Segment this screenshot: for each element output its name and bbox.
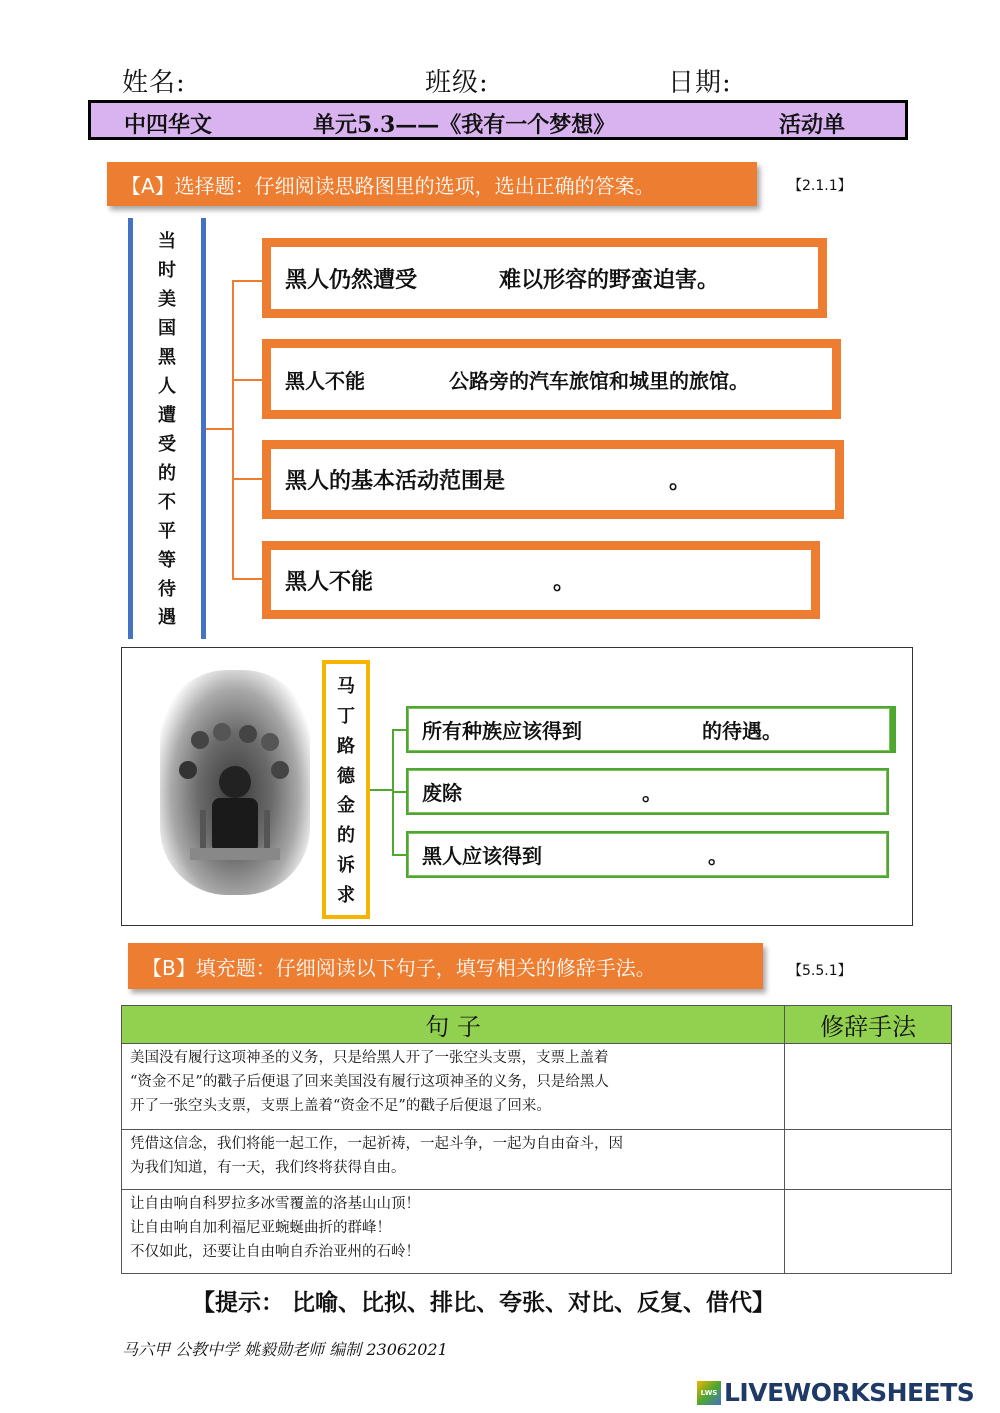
vertical-label-char: 待 bbox=[158, 578, 176, 600]
vertical-label-char: 平 bbox=[158, 520, 176, 542]
rhetoric-hint: 【提示： 比喻、比拟、排比、夸张、对比、反复、借代】 bbox=[192, 1289, 776, 1316]
column-header-sentence: 句 子 bbox=[122, 1006, 785, 1044]
connector-line bbox=[232, 478, 262, 480]
mlk-label-char: 丁 bbox=[337, 705, 355, 727]
speaker-figure-icon bbox=[160, 670, 310, 895]
sentence-cell: 凭借这信念，我们将能一起工作，一起祈祷，一起斗争，一起为自由奋斗，因 为我们知道，有一天，我们终将获得自由。 bbox=[122, 1130, 785, 1190]
table-row bbox=[122, 1130, 952, 1190]
mlk-demand-item: 所有种族应该得到 的待遇。 bbox=[406, 706, 896, 753]
section-b-code: 【5.5.1】 bbox=[788, 963, 852, 979]
treatment-item: 黑人的基本活动范围是 。 bbox=[262, 440, 844, 519]
treatment-item: 黑人不能 。 bbox=[262, 541, 820, 619]
unequal-treatment-label bbox=[128, 218, 206, 639]
treatment-item: 黑人仍然遭受 难以形容的野蛮迫害。 bbox=[262, 238, 827, 318]
logo-badge-icon: LWS bbox=[697, 1381, 721, 1405]
table-row bbox=[122, 1190, 952, 1274]
connector-line bbox=[232, 280, 234, 579]
mlk-label-char: 马 bbox=[337, 675, 355, 697]
name-label: 姓名: bbox=[122, 68, 186, 98]
unit-title: 单元5.3——《我有一个梦想》 bbox=[313, 112, 616, 138]
vertical-label-char: 遭 bbox=[158, 404, 176, 426]
date-label: 日期: bbox=[668, 68, 732, 98]
mlk-label-char: 德 bbox=[337, 765, 355, 787]
sentence-cell: 让自由响自科罗拉多冰雪覆盖的洛基山山顶！ 让自由响自加利福尼亚蜿蜒曲折的群峰！ 不仅如此，还要让自由响自乔治亚州的石岭！ bbox=[122, 1190, 785, 1274]
section-a-banner: 【A】选择题：仔细阅读思路图里的选项，选出正确的答案。 bbox=[107, 162, 757, 206]
section-b-banner: 【B】填充题：仔细阅读以下句子，填写相关的修辞手法。 bbox=[128, 943, 763, 989]
rhetoric-answer-cell[interactable] bbox=[785, 1044, 952, 1130]
class-label: 班级: bbox=[425, 68, 489, 98]
vertical-label-char: 时 bbox=[158, 260, 176, 282]
vertical-label-char: 国 bbox=[158, 318, 176, 340]
vertical-label-char: 美 bbox=[158, 289, 176, 311]
connector-line bbox=[392, 729, 406, 731]
vertical-label-char: 不 bbox=[158, 491, 176, 513]
vertical-label-char: 黑 bbox=[158, 347, 176, 369]
subject-title: 中四华文 bbox=[124, 112, 213, 138]
vertical-label-char: 等 bbox=[158, 549, 176, 571]
mlk-label-char: 的 bbox=[337, 825, 355, 847]
connector-line bbox=[232, 578, 262, 580]
vertical-label-char: 受 bbox=[158, 433, 176, 455]
connector-line bbox=[370, 789, 393, 791]
column-header-rhetoric: 修辞手法 bbox=[785, 1006, 952, 1044]
treatment-item: 黑人不能 公路旁的汽车旅馆和城里的旅馆。 bbox=[262, 339, 841, 419]
rhetoric-answer-cell[interactable] bbox=[785, 1130, 952, 1190]
vertical-label-char: 的 bbox=[158, 462, 176, 484]
table-row bbox=[122, 1044, 952, 1130]
vertical-label-char: 人 bbox=[158, 376, 176, 398]
connector-line bbox=[232, 280, 262, 282]
mlk-label-char: 求 bbox=[337, 885, 355, 907]
rhetoric-answer-cell[interactable] bbox=[785, 1190, 952, 1274]
mlk-demand-item: 黑人应该得到 。 bbox=[406, 831, 889, 878]
sheet-type: 活动单 bbox=[779, 112, 846, 138]
author-credit: 马六甲 公教中学 姚毅勋老师 编制 23062021 bbox=[122, 1340, 448, 1359]
connector-line bbox=[392, 854, 406, 856]
connector-line bbox=[232, 379, 262, 381]
connector-line bbox=[206, 428, 233, 430]
connector-line bbox=[392, 791, 406, 793]
mlk-label-char: 诉 bbox=[337, 855, 355, 877]
section-a-code: 【2.1.1】 bbox=[788, 178, 852, 194]
vertical-label-char: 遇 bbox=[158, 607, 176, 629]
liveworksheets-logo bbox=[697, 1378, 974, 1407]
mlk-label-char: 路 bbox=[337, 735, 355, 757]
sentence-cell: 美国没有履行这项神圣的义务，只是给黑人开了一张空头支票，支票上盖着 “资金不足”的戳子后便退了回来美国没有履行这项神圣的义务，只是给黑人 开了一张空头支票，支票上盖着“资金不足”的戳子后便退了回来。 bbox=[122, 1044, 785, 1130]
mlk-label-char: 金 bbox=[337, 795, 355, 817]
mlk-demand-item: 废除 。 bbox=[406, 768, 889, 815]
title-bar bbox=[88, 100, 908, 140]
vertical-label-char: 当 bbox=[158, 231, 176, 253]
speech-photo bbox=[160, 670, 310, 895]
mlk-demands-label bbox=[322, 660, 370, 919]
rhetoric-table bbox=[121, 1005, 952, 1274]
logo-text: LIVEWORKSHEETS bbox=[724, 1378, 975, 1407]
